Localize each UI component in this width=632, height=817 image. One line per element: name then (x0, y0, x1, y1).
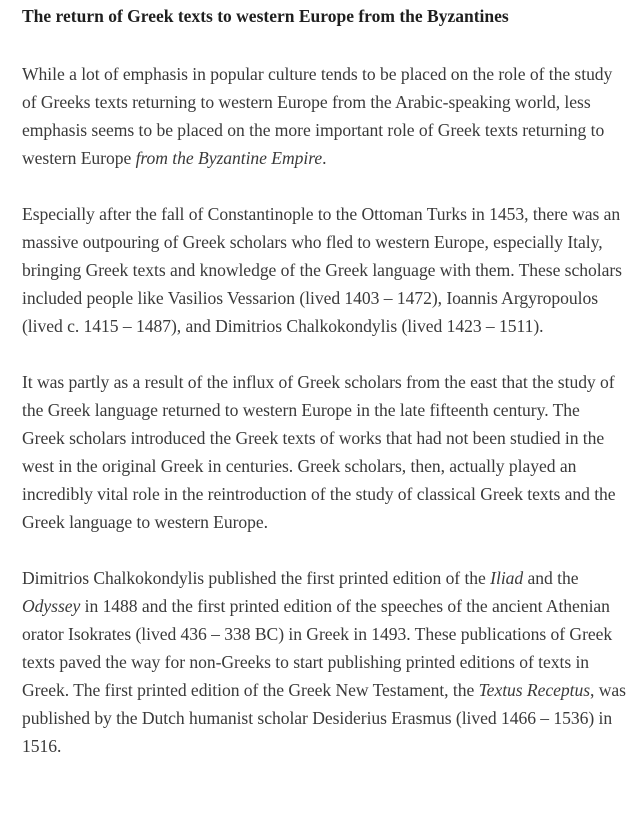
text-run: , was published by the Dutch humanist scholar Desiderius Erasmus (lived 1466 – 1536) in 1516. (22, 680, 626, 756)
italic-text-run: Iliad (490, 568, 524, 588)
text-run: and the (523, 568, 579, 588)
italic-text-run: from the Byzantine Empire (135, 148, 323, 168)
paragraph-1 (22, 60, 626, 172)
paragraph-3 (22, 368, 626, 536)
text-run: in 1488 and the first printed edition of the speeches of the ancient Athenian orator Isokrates (lived 436 – 338 BC) in Greek in 1493. These publications of Greek texts paved the way for non-Greeks to start publishing printed editions of texts in Greek. The first printed edition of the Greek New Testament, the (22, 596, 613, 700)
paragraph-2 (22, 200, 626, 340)
text-run: Dimitrios Chalkokondylis published the first printed edition of the (22, 568, 491, 588)
italic-text-run: Odyssey (22, 596, 81, 616)
text-run: While a lot of emphasis in popular culture tends to be placed on the role of the study of Greeks texts returning to western Europe from the Arabic-speaking world, less emphasis seems to be placed on the more important role of Greek texts returning to western Europe (22, 64, 613, 168)
article (22, 0, 626, 760)
text-run: It was partly as a result of the influx of Greek scholars from the east that the study of the Greek language returned to western Europe in the late fifteenth century. The Greek scholars introduced the Greek texts of works that had not been studied in the west in the original Greek in centuries. Greek scholars, then, actually played an incredibly vital role in the reintroduction of the study of classical Greek texts and the Greek language to western Europe. (22, 372, 616, 532)
article-heading: The return of Greek texts to western Europe from the Byzantines (22, 6, 509, 26)
paragraph-4 (22, 564, 626, 760)
text-run: . (322, 148, 327, 168)
italic-text-run: Textus Receptus (478, 680, 591, 700)
text-run: Especially after the fall of Constantinople to the Ottoman Turks in 1453, there was an massive outpouring of Greek scholars who fled to western Europe, especially Italy, bringing Greek texts and knowledge of the Greek language with them. These scholars included people like Vasilios Vessarion (lived 1403 – 1472), Ioannis Argyropoulos (lived c. 1415 – 1487), and Dimitrios Chalkokondylis (lived 1423 – 1511). (22, 204, 622, 336)
